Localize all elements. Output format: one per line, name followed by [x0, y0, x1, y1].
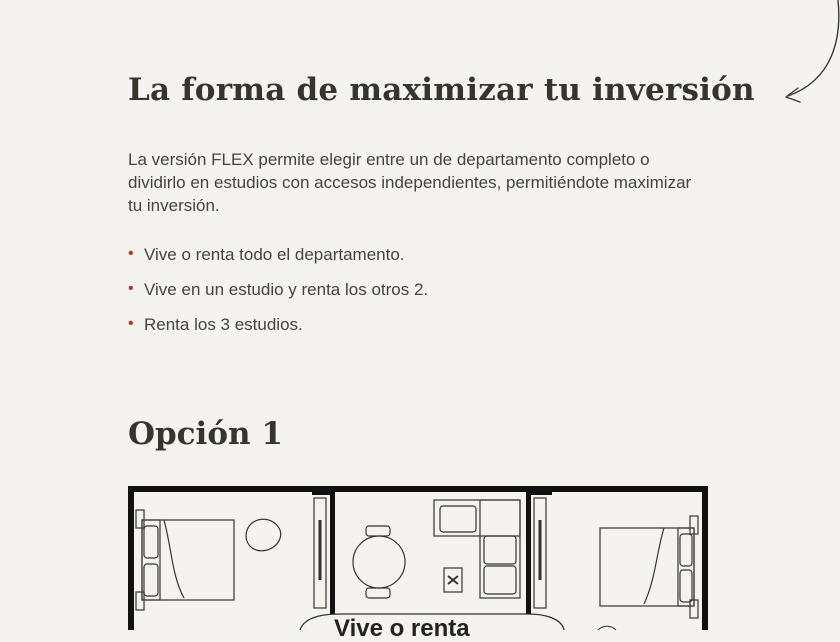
floorplan-label: Vive o renta [334, 615, 470, 642]
list-item [128, 314, 428, 349]
section-title: La forma de maximizar tu inversión [128, 72, 755, 108]
option-title: Opción 1 [128, 416, 283, 452]
list-item [128, 279, 428, 314]
list-item-text: Vive en un estudio y renta los otros 2. [144, 280, 429, 299]
bullet-dot-icon: • [128, 315, 134, 332]
intro-paragraph: La versión FLEX permite elegir entre un de departamento completo o dividirlo en estudios con accesos independientes, permitiéndote maximizar tu inversión. [128, 150, 692, 215]
list-item-text: Vive o renta todo el departamento. [144, 245, 405, 264]
options-list [128, 244, 428, 349]
list-item [128, 244, 428, 279]
curved-arrow-icon [780, 0, 840, 140]
bullet-dot-icon: • [128, 245, 134, 262]
list-item-text: Renta los 3 estudios. [144, 315, 303, 334]
bullet-dot-icon: • [128, 280, 134, 297]
floorplan-image [124, 480, 716, 630]
